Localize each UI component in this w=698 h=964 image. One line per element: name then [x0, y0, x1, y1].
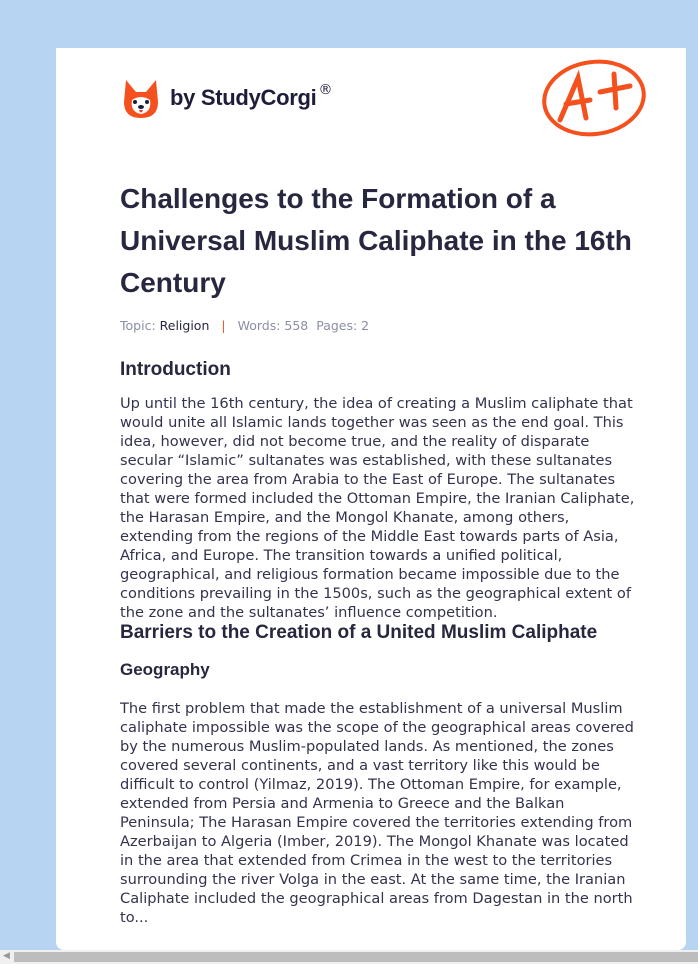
- studycorgi-logo[interactable]: [122, 76, 332, 120]
- brand-name: by StudyCorgi: [170, 85, 317, 110]
- scroll-left-icon[interactable]: ◀: [3, 951, 10, 961]
- horizontal-scrollbar[interactable]: [0, 950, 698, 964]
- meta-info: [120, 318, 635, 333]
- barriers-heading: Barriers to the Creation of a United Muslim Caliphate: [120, 622, 598, 643]
- topic-link[interactable]: Religion: [159, 318, 210, 333]
- geography-paragraph: The first problem that made the establishment of a universal Muslim caliphate impossible was the scope of the geographical areas covered by the numerous Muslim-populated lands. As mentioned, the zones covered several continents, and a vast territory like this would be difficult to control (Yilmaz, 2019). The Ottoman Empire, for example, extended from Persia and Armenia to Greece and the Balkan Peninsula; The Harasan Empire covered the territories extending from Azerbaijan to Algeria (Imber, 2019). The Mongol Khanate was located in the area that extended from Crimea in the west to the territories surrounding the river Volga in the east. At the same time, the Iranian Caliphate included the geographical areas from Dagestan in the north to...: [120, 700, 634, 926]
- registered-mark: ®: [318, 82, 333, 98]
- meta-separator: |: [221, 318, 226, 333]
- intro-heading: Introduction: [120, 359, 231, 380]
- document-card: [56, 48, 686, 950]
- intro-paragraph: Up until the 16th century, the idea of creating a Muslim caliphate that would unite all Islamic lands together was seen as the end goal. This idea, however, did not become true, and the reality of disparate secular “Islamic” sultanates was established, with these sultanates covering the area from Arabia to the East of Europe. The sultanates that were formed included the Ottoman Empire, the Iranian Caliphate, the Harasan Empire, and the Mongol Khanate, among others, extending from the regions of the Middle East towards parts of Asia, Africa, and Europe. The transition towards a unified political, geographical, and religious formation became impossible due to the conditions prevailing in the 1500s, such as the geographical extent of the zone and the sultanates’ influence competition.: [120, 395, 635, 621]
- scrollbar-thumb[interactable]: [14, 952, 698, 962]
- a-plus-grade-icon: [538, 58, 650, 142]
- corgi-icon: [122, 76, 160, 120]
- page-title: Challenges to the Formation of a Universal Muslim Caliphate in the 16th Century: [120, 183, 632, 298]
- topic-label: Topic:: [120, 318, 156, 333]
- geography-heading: Geography: [120, 660, 210, 679]
- page-count: Pages: 2: [316, 318, 370, 333]
- word-count: Words: 558: [237, 318, 309, 333]
